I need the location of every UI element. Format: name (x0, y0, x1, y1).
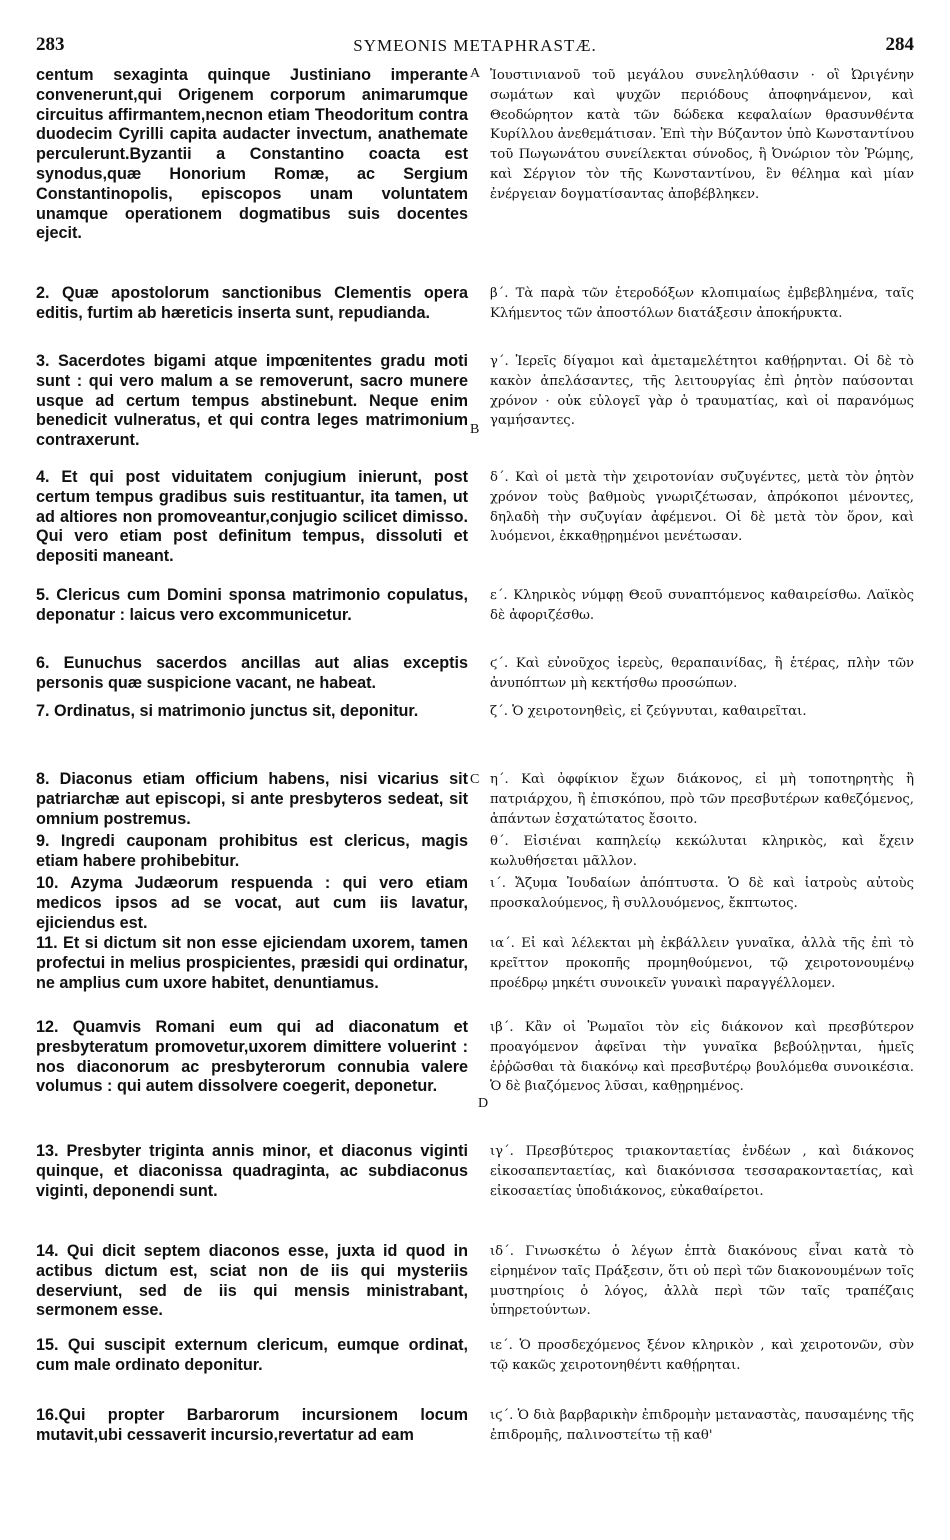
greek-paragraph (490, 1406, 914, 1446)
latin-paragraph (36, 1406, 468, 1446)
latin-paragraph (36, 770, 468, 829)
greek-paragraph (490, 832, 914, 872)
greek-paragraph (490, 66, 914, 205)
greek-paragraph (490, 934, 914, 993)
latin-text: 2. Quæ apostolorum sanctionibus Clementis opera editis, furtim ab hæreticis inserta sunt, repudianda. (36, 284, 468, 322)
running-title: SYMEONIS METAPHRASTÆ. (353, 36, 597, 55)
greek-text: ϛ΄. Καὶ εὐνοῦχος ἱερεὺς, θεραπαινίδας, ἢ ἑτέρας, πλὴν τῶν ἀνυπόπτων μὴ κεκτήσθω προσώπων. (490, 656, 914, 691)
latin-paragraph (36, 702, 468, 722)
greek-text: ιβ΄. Κἂν οἱ Ῥωμαῖοι τὸν εἰς διάκονον καὶ πρεσβύτερον προαγόμενον ἀφεῖναι τὴν γυναῖκα βεβούλῃνται, ἡμεῖς ἐῤῥῶσθαι τὰ διακόνῳ καὶ πρεσβυτέρῳ βουλόμεθα συνοικέσια. Ὁ δὲ βιαζόμενος λῦσαι, καθῃρημένος. (490, 1020, 914, 1095)
greek-text: θ΄. Εἰσιέναι καπηλείῳ κεκώλυται κληρικὸς, καὶ ἔχειν κωλυθήσεται μᾶλλον. (490, 834, 914, 869)
latin-text: 4. Et qui post viduitatem conjugium inierunt, post certum tempus gradibus suis restituantur, ita tamen, ut ad altiores non promoveantur,conjugio scilicet dimisso. Qui vero etiam post definitum tempus, dissoluti et depositi maneant. (36, 468, 468, 566)
margin-letter-a: A (470, 66, 481, 81)
greek-text: η΄. Καὶ ὀφφίκιον ἔχων διάκονος, εἰ μὴ τοποτηρητὴς ἢ πατριάρχου, ἢ ἐπισκόπου, πρὸ τῶν πρεσβυτέρων καθεζόμενος, ἁπάντων ἐσχατώτατος ἔσοιτο. (490, 772, 914, 827)
latin-paragraph (36, 284, 468, 324)
margin-letter-c: C (470, 772, 480, 787)
greek-paragraph (490, 1336, 914, 1376)
greek-paragraph (490, 1242, 914, 1321)
greek-text: ζ΄. Ὁ χειροτονηθεὶς, εἰ ζεύγνυται, καθαιρεῖται. (490, 704, 807, 719)
greek-paragraph (490, 1018, 914, 1097)
greek-paragraph (490, 468, 914, 547)
greek-paragraph (490, 352, 914, 431)
latin-text: centum sexaginta quinque Justiniano imperante convenerunt,qui Origenem corporum animarumque circuitus affirmantem,necnon etiam Theodoritum contra duodecim Cyrilli capita audacter invectum, anathemate perculerunt.Byzantii a Constantino coacta est synodus,quæ Honorium Romæ, ac Sergium Constantinopolis, episcopos unam voluntatem unamque operationem dogmatibus suis docentes ejecit. (36, 66, 468, 243)
latin-text: 15. Qui suscipit externum clericum, eumque ordinat, cum male ordinato deponitur. (36, 1336, 468, 1374)
greek-paragraph (490, 770, 914, 829)
greek-text: ι΄. Ἄζυμα Ἰουδαίων ἀπόπτυστα. Ὁ δὲ καὶ ἰατροὺς αὐτοὺς προσκαλούμενος, ἢ συλλουόμενος, ἔκπτωτος. (490, 876, 914, 911)
greek-text: δ΄. Καὶ οἱ μετὰ τὴν χειροτονίαν συζυγέντες, μετὰ τὸν ῥητὸν χρόνον τοὺς βαθμοὺς γνωριζέτωσαν, ἀπρόκοποι μένοντες, δηλαδὴ τὴν συζυγίαν ἀφέμενοι. Οἱ δὲ μετὰ τὸν ὅρον, καὶ λυόμενοι, ἐκκαθῃρημένοι μενέτωσαν. (490, 470, 914, 545)
greek-text: ιε΄. Ὁ προσδεχόμενος ξένον κληρικὸν , καὶ χειροτονῶν, σὺν τῷ κακῶς χειροτονηθέντι καθῄρηται. (490, 1338, 914, 1373)
latin-text: 8. Diaconus etiam officium habens, nisi vicarius sit patriarchæ aut episcopi, si ante presbyteros sedeat, sit omnium postremus. (36, 770, 468, 828)
latin-text: 7. Ordinatus, si matrimonio junctus sit, deponitur. (36, 702, 419, 720)
greek-text: ιϛ΄. Ὁ διὰ βαρβαρικὴν ἐπιδρομὴν μεταναστὰς, παυσαμένης τῆς ἐπιδρομῆς, παλινοστείτω τῇ καθ' (490, 1408, 914, 1443)
latin-text: 14. Qui dicit septem diaconos esse, juxta id quod in actibus dictum est, sciat non de iis qui mysteriis deserviunt, sed de iis qui mensis ministrabant, sermonem esse. (36, 1242, 468, 1320)
greek-text: γ΄. Ἱερεῖς δίγαμοι καὶ ἀμεταμελέτητοι καθῄρηνται. Οἱ δὲ τὸ κακὸν ἀπελάσαντες, τῆς λειτουργίας ἐπὶ ῥητὸν παύσονται χρόνον · οὐκ εὐλογεῖ γὰρ ὁ τραυματίας, καὶ οἱ παρανόμως γαμήσαντες. (490, 354, 914, 429)
greek-text: ια΄. Εἰ καὶ λέλεκται μὴ ἐκβάλλειν γυναῖκα, ἀλλὰ τῆς ἐπὶ τὸ κρεῖττον προκοπῆς προμηθούμενοι, τῷ χειροτονουμένῳ προέδρῳ μηκέτι συνοικεῖν γυναικὶ παραγγέλλομεν. (490, 936, 914, 991)
latin-text: 9. Ingredi cauponam prohibitus est clericus, magis etiam habere prohibebitur. (36, 832, 468, 870)
greek-paragraph (490, 874, 914, 914)
greek-paragraph (490, 1142, 914, 1201)
latin-text: 5. Clericus cum Domini sponsa matrimonio copulatus, deponatur : laicus vero excommunicetur. (36, 586, 468, 624)
latin-paragraph (36, 468, 468, 567)
greek-paragraph (490, 586, 914, 626)
latin-text: 10. Azyma Judæorum respuenda : qui vero etiam medicos ipsos ad se vocat, aut cum iis lavatur, ejiciendus est. (36, 874, 468, 932)
page-header (36, 34, 914, 66)
latin-paragraph (36, 654, 468, 694)
latin-paragraph (36, 1242, 468, 1321)
margin-letter-b: B (470, 422, 480, 437)
greek-text: Ἰουστινιανοῦ τοῦ μεγάλου συνεληλύθασιν · οἳ Ὠριγένην σωμάτων καὶ ψυχῶν περιόδους ἀποφηνάμενον, καὶ Θεοδώρητον κατὰ τῶν δώδεκα κεφαλαίων θρασυνθέντα Κυρίλλου ἀνεθεμάτισαν. Ἐπὶ τὴν Βύζαντον ὑπὸ Κωνσταντίνου τοῦ Πωγωνάτου συνείλεκται σύνοδος, ἣ Ὀνώριον τὸν Ῥώμης, καὶ Σέργιον τὸν τῆς Κωνσταντίνου, ἓν θέλημα καὶ μίαν ἐνέργειαν δογματίσαντας ἀποβέβληκεν. (490, 68, 914, 202)
greek-text: β΄. Τὰ παρὰ τῶν ἑτεροδόξων κλοπιμαίως ἐμβεβλημένα, ταῖς Κλήμεντος τῶν ἀποστόλων διατάξεσιν ἀποκήρυκτα. (490, 286, 914, 321)
latin-text: 13. Presbyter triginta annis minor, et diaconus viginti quinque, et diaconissa quadraginta, ac subdiaconus viginti, deponendi sunt. (36, 1142, 468, 1200)
latin-paragraph (36, 874, 468, 933)
greek-paragraph (490, 702, 914, 722)
greek-text: ε΄. Κληρικὸς νύμφῃ Θεοῦ συναπτόμενος καθαιρείσθω. Λαϊκὸς δὲ ἀφοριζέσθω. (490, 588, 914, 623)
latin-paragraph (36, 934, 468, 993)
latin-paragraph (36, 66, 468, 244)
latin-paragraph (36, 352, 468, 451)
latin-text: 11. Et si dictum sit non esse ejiciendam uxorem, tamen profectui in melius prospicientes, præsidi qui ordinatur, ne amplius cum uxore habitet, denuntiamus. (36, 934, 468, 992)
page-number-left: 283 (36, 34, 65, 55)
latin-text: 3. Sacerdotes bigami atque impœnitentes gradu moti sunt : qui vero malum a se removerunt, sacro munere usque ad certum tempus abstinebunt. Neque enim benedicit vulneratus, et qui contra leges matrimonium contraxerunt. (36, 352, 468, 450)
latin-text: 16.Qui propter Barbarorum incursionem locum mutavit,ubi cessaverit incursio,revertatur ad eam (36, 1406, 468, 1444)
latin-text: 6. Eunuchus sacerdos ancillas aut alias exceptis personis quæ suspicione vacant, ne habeat. (36, 654, 468, 692)
latin-paragraph (36, 832, 468, 872)
greek-text: ιγ΄. Πρεσβύτερος τριακονταετίας ἐνδέων , καὶ διάκονος εἰκοσαπενταετίας, καὶ διακόνισσα τεσσαρακονταετίας, καὶ εἰκοσαετίας ὑποδιάκονος, εὐκαθαίρετοι. (490, 1144, 914, 1199)
page-number-right: 284 (885, 34, 914, 55)
greek-text: ιδ΄. Γινωσκέτω ὁ λέγων ἑπτὰ διακόνους εἶναι κατὰ τὸ εἰρημένον ταῖς Πράξεσιν, ὅτι οὐ περὶ τῶν διακονουμένων τοῖς μυστηρίοις ὁ λόγος, ἀλλὰ περὶ τῶν ταῖς τραπέζαις ὑπηρετούντων. (490, 1244, 914, 1319)
latin-text: 12. Quamvis Romani eum qui ad diaconatum et presbyteratum promovetur,uxorem dimittere voluerint : nos diaconorum ac presbyterorum connubia valere volumus : qui autem dissolvere coegerit, deponetur. (36, 1018, 468, 1096)
latin-paragraph (36, 1142, 468, 1201)
greek-paragraph (490, 284, 914, 324)
latin-paragraph (36, 586, 468, 626)
margin-letter-d: D (478, 1096, 489, 1111)
greek-paragraph (490, 654, 914, 694)
latin-paragraph (36, 1336, 468, 1376)
latin-paragraph (36, 1018, 468, 1097)
